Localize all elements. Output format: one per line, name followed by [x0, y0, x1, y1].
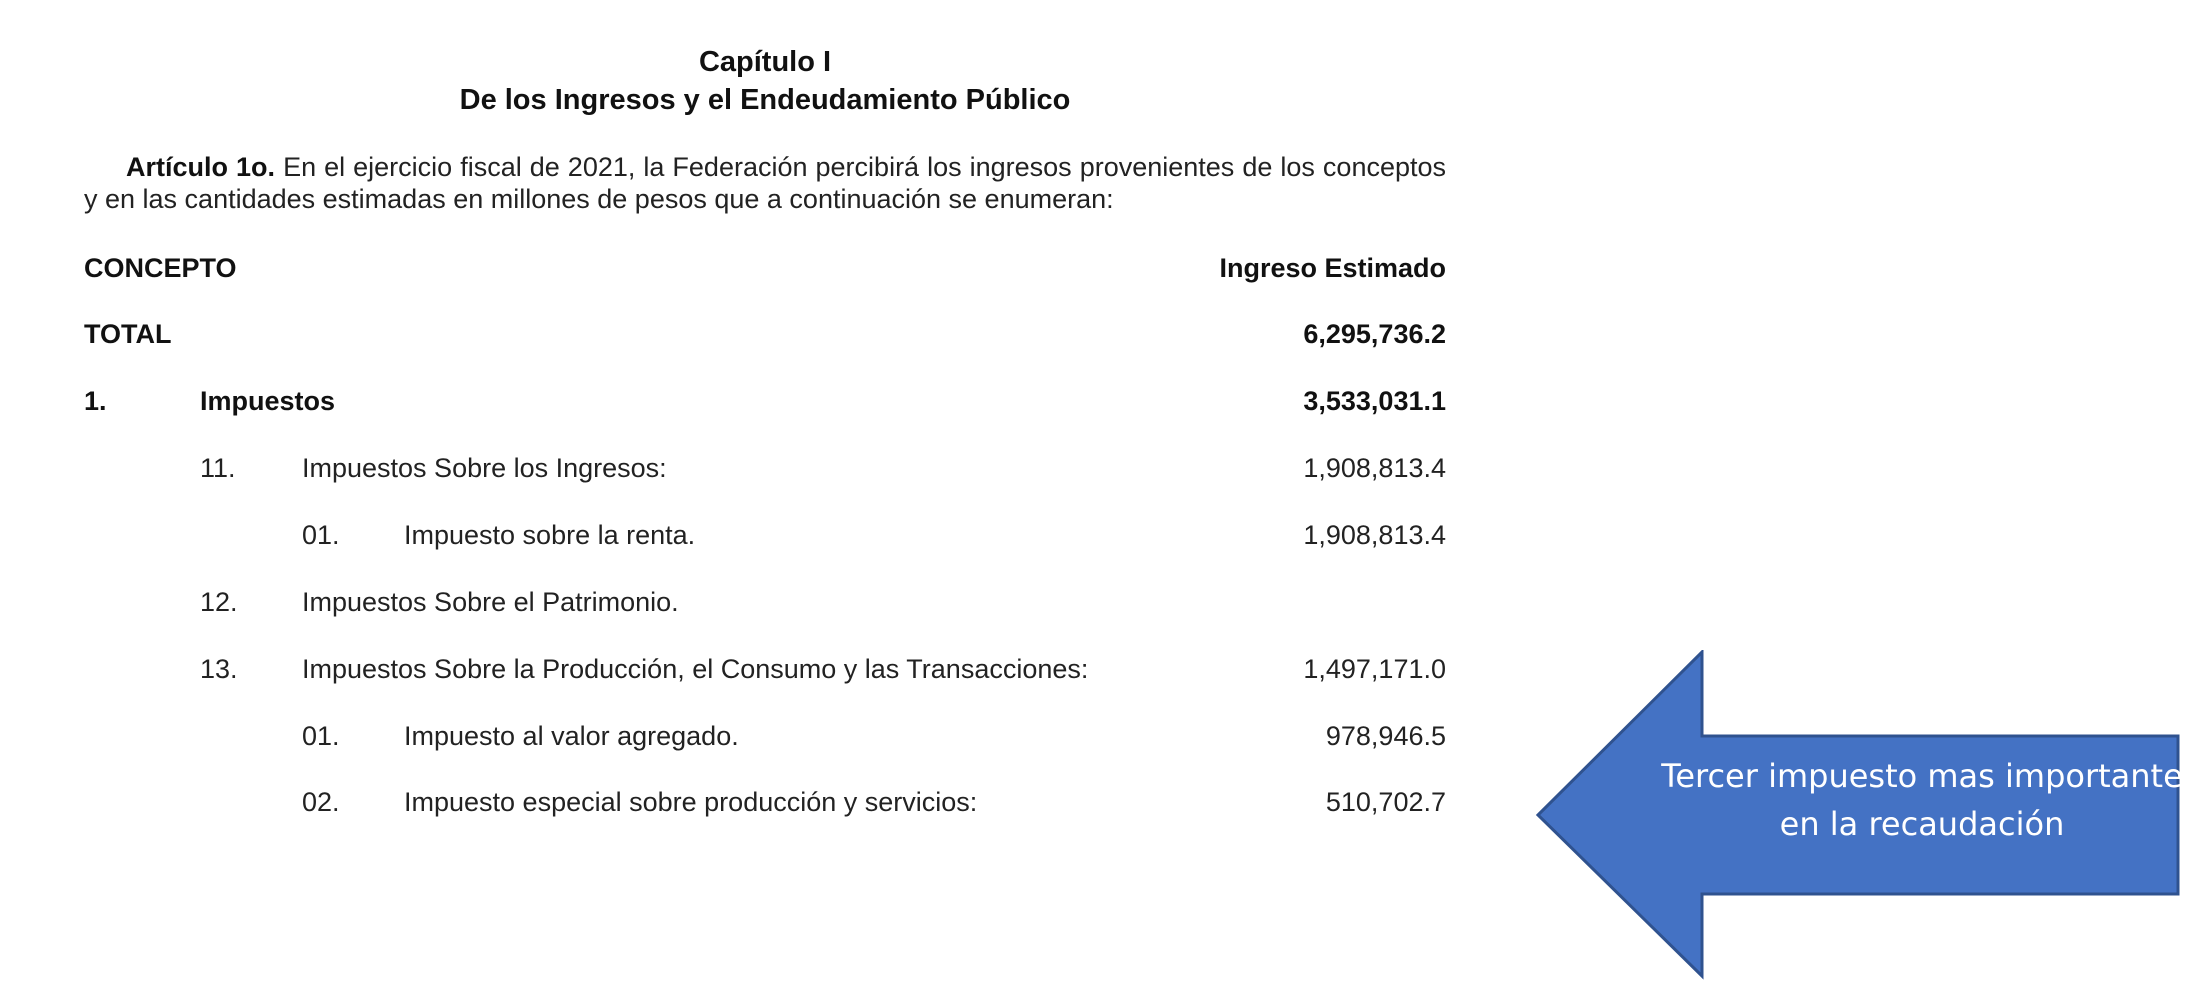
row-number: 11.	[200, 453, 236, 483]
header-amount: Ingreso Estimado	[1219, 253, 1446, 283]
row-amount: 3,533,031.1	[1303, 386, 1446, 416]
row-number: 01.	[302, 520, 340, 550]
table-row	[0, 582, 1446, 622]
row-number: 12.	[200, 587, 238, 617]
row-label: Impuestos Sobre el Patrimonio.	[302, 587, 679, 617]
table-header-row	[0, 248, 1446, 288]
row-amount: 1,908,813.4	[1303, 453, 1446, 483]
callout-arrow	[1534, 650, 2184, 980]
row-label: Impuesto sobre la renta.	[404, 520, 696, 550]
article-label: Artículo 1o.	[126, 152, 276, 182]
callout-text	[1632, 752, 2186, 848]
row-label: Impuestos Sobre la Producción, el Consumo y las Transacciones:	[302, 654, 1089, 684]
row-amount: 1,497,171.0	[1303, 654, 1446, 684]
row-number: 13.	[200, 654, 238, 684]
table-row	[0, 381, 1446, 421]
article-paragraph	[84, 151, 1446, 215]
callout-line-1: Tercer impuesto mas importante	[1661, 757, 2183, 795]
callout-line-2: en la recaudación	[1779, 805, 2065, 843]
row-label: Impuesto al valor agregado.	[404, 721, 739, 751]
row-number: 1.	[84, 386, 107, 416]
total-amount: 6,295,736.2	[1303, 319, 1446, 349]
chapter-subtitle: De los Ingresos y el Endeudamiento Público	[459, 84, 1071, 116]
row-number: 01.	[302, 721, 340, 751]
chapter-title: Capítulo I	[698, 46, 832, 78]
row-label: Impuestos Sobre los Ingresos:	[302, 453, 667, 483]
row-label: Impuesto especial sobre producción y servicios:	[404, 787, 978, 817]
table-row	[0, 649, 1446, 689]
total-row	[0, 314, 1446, 354]
article-text: En el ejercicio fiscal de 2021, la Federación percibirá los ingresos provenientes de los conceptos y en las cantidades estimadas en millones de pesos que a continuación se enumeran:	[84, 152, 1447, 214]
row-number: 02.	[302, 787, 340, 817]
table-row	[0, 716, 1446, 756]
header-concept: CONCEPTO	[84, 253, 237, 283]
total-label: TOTAL	[84, 319, 172, 349]
table-row	[0, 448, 1446, 488]
table-row	[0, 782, 1446, 822]
table-row	[0, 515, 1446, 555]
row-amount: 510,702.7	[1325, 787, 1446, 817]
row-amount: 978,946.5	[1325, 721, 1446, 751]
row-amount: 1,908,813.4	[1303, 520, 1446, 550]
row-label: Impuestos	[200, 386, 336, 416]
